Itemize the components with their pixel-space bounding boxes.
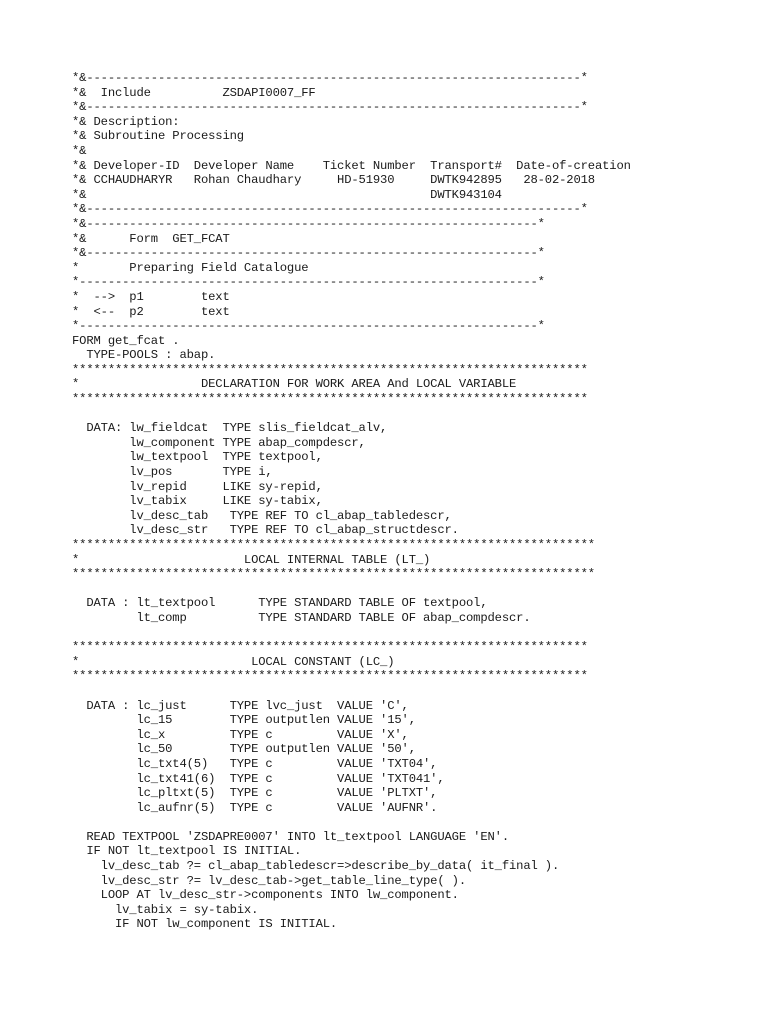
code-line	[72, 582, 762, 597]
abap-source-listing	[72, 71, 762, 932]
code-line: * DECLARATION FOR WORK AREA And LOCAL VARIABLE	[72, 377, 517, 392]
code-line: IF NOT lt_textpool IS INITIAL.	[72, 844, 302, 859]
code-line: lv_desc_tab TYPE REF TO cl_abap_tabledescr,	[72, 508, 452, 523]
code-line: * LOCAL INTERNAL TABLE (LT_)	[72, 552, 431, 567]
code-line	[72, 815, 762, 830]
code-line: lw_textpool TYPE textpool,	[72, 450, 323, 465]
code-line: lv_desc_tab ?= cl_abap_tabledescr=>describe_by_data( it_final ).	[72, 859, 560, 874]
code-line	[72, 684, 762, 699]
code-line: lv_repid LIKE sy-repid,	[72, 479, 323, 494]
code-line: *&---------------------------------------------------------------------*	[72, 100, 588, 115]
code-line: lw_component TYPE abap_compdescr,	[72, 435, 366, 450]
code-line: lc_pltxt(5) TYPE c VALUE 'PLTXT',	[72, 786, 438, 801]
code-line: *&---------------------------------------------------------------------*	[72, 202, 588, 217]
code-line	[72, 407, 762, 422]
code-line: lv_desc_str ?= lv_desc_tab->get_table_line_type( ).	[72, 873, 467, 888]
code-line: *& Form GET_FCAT	[72, 231, 230, 246]
code-line: lc_15 TYPE outputlen VALUE '15',	[72, 713, 416, 728]
code-line: *&---------------------------------------------------------------------*	[72, 71, 588, 85]
code-line: lv_tabix = sy-tabix.	[72, 902, 259, 917]
code-line: lv_desc_str TYPE REF TO cl_abap_structdescr.	[72, 523, 459, 538]
code-line: *************************************************************************	[72, 538, 595, 552]
code-line: ************************************************************************	[72, 392, 588, 407]
code-line: *&---------------------------------------------------------------*	[72, 246, 545, 261]
code-line: *& DWTK943104	[72, 187, 502, 202]
code-line	[72, 626, 762, 641]
code-line: TYPE-POOLS : abap.	[72, 348, 216, 363]
code-line: lt_comp TYPE STANDARD TABLE OF abap_compdescr.	[72, 610, 531, 625]
code-line: *& CCHAUDHARYR Rohan Chaudhary HD-51930 DWTK942895 28-02-2018	[72, 173, 595, 188]
code-line: FORM get_fcat .	[72, 333, 180, 348]
code-line: ************************************************************************	[72, 669, 588, 684]
code-line: ************************************************************************	[72, 640, 588, 655]
code-line: LOOP AT lv_desc_str->components INTO lw_component.	[72, 888, 459, 903]
code-line: READ TEXTPOOL 'ZSDAPRE0007' INTO lt_textpool LANGUAGE 'EN'.	[72, 829, 509, 844]
code-line: *----------------------------------------------------------------*	[72, 319, 545, 334]
code-line: lc_x TYPE c VALUE 'X',	[72, 727, 409, 742]
code-line: DATA : lc_just TYPE lvc_just VALUE 'C',	[72, 698, 409, 713]
code-line: *----------------------------------------------------------------*	[72, 275, 545, 290]
code-line: *& Subroutine Processing	[72, 129, 244, 144]
code-line: * Preparing Field Catalogue	[72, 260, 309, 275]
code-line: *& Description:	[72, 114, 180, 129]
code-line: lc_txt41(6) TYPE c VALUE 'TXT041',	[72, 771, 445, 786]
code-line: lc_50 TYPE outputlen VALUE '50',	[72, 742, 416, 757]
code-line: *&---------------------------------------------------------------*	[72, 216, 545, 231]
code-line: *&	[72, 143, 87, 158]
code-line: * <-- p2 text	[72, 304, 230, 319]
code-line: *& Include ZSDAPI0007_FF	[72, 85, 316, 100]
code-line: DATA : lt_textpool TYPE STANDARD TABLE OF textpool,	[72, 596, 488, 611]
code-line: ************************************************************************	[72, 362, 588, 377]
code-line: * --> p1 text	[72, 289, 230, 304]
document-page	[72, 71, 762, 1011]
code-line: lv_pos TYPE i,	[72, 465, 273, 480]
code-line: lv_tabix LIKE sy-tabix,	[72, 494, 323, 509]
code-line: lc_aufnr(5) TYPE c VALUE 'AUFNR'.	[72, 800, 438, 815]
code-line: DATA: lw_fieldcat TYPE slis_fieldcat_alv,	[72, 421, 388, 436]
code-line: *************************************************************************	[72, 567, 595, 582]
code-line: IF NOT lw_component IS INITIAL.	[72, 917, 338, 932]
code-line: *& Developer-ID Developer Name Ticket Number Transport# Date-of-creation	[72, 158, 631, 173]
code-line: * LOCAL CONSTANT (LC_)	[72, 654, 395, 669]
code-line: lc_txt4(5) TYPE c VALUE 'TXT04',	[72, 756, 438, 771]
